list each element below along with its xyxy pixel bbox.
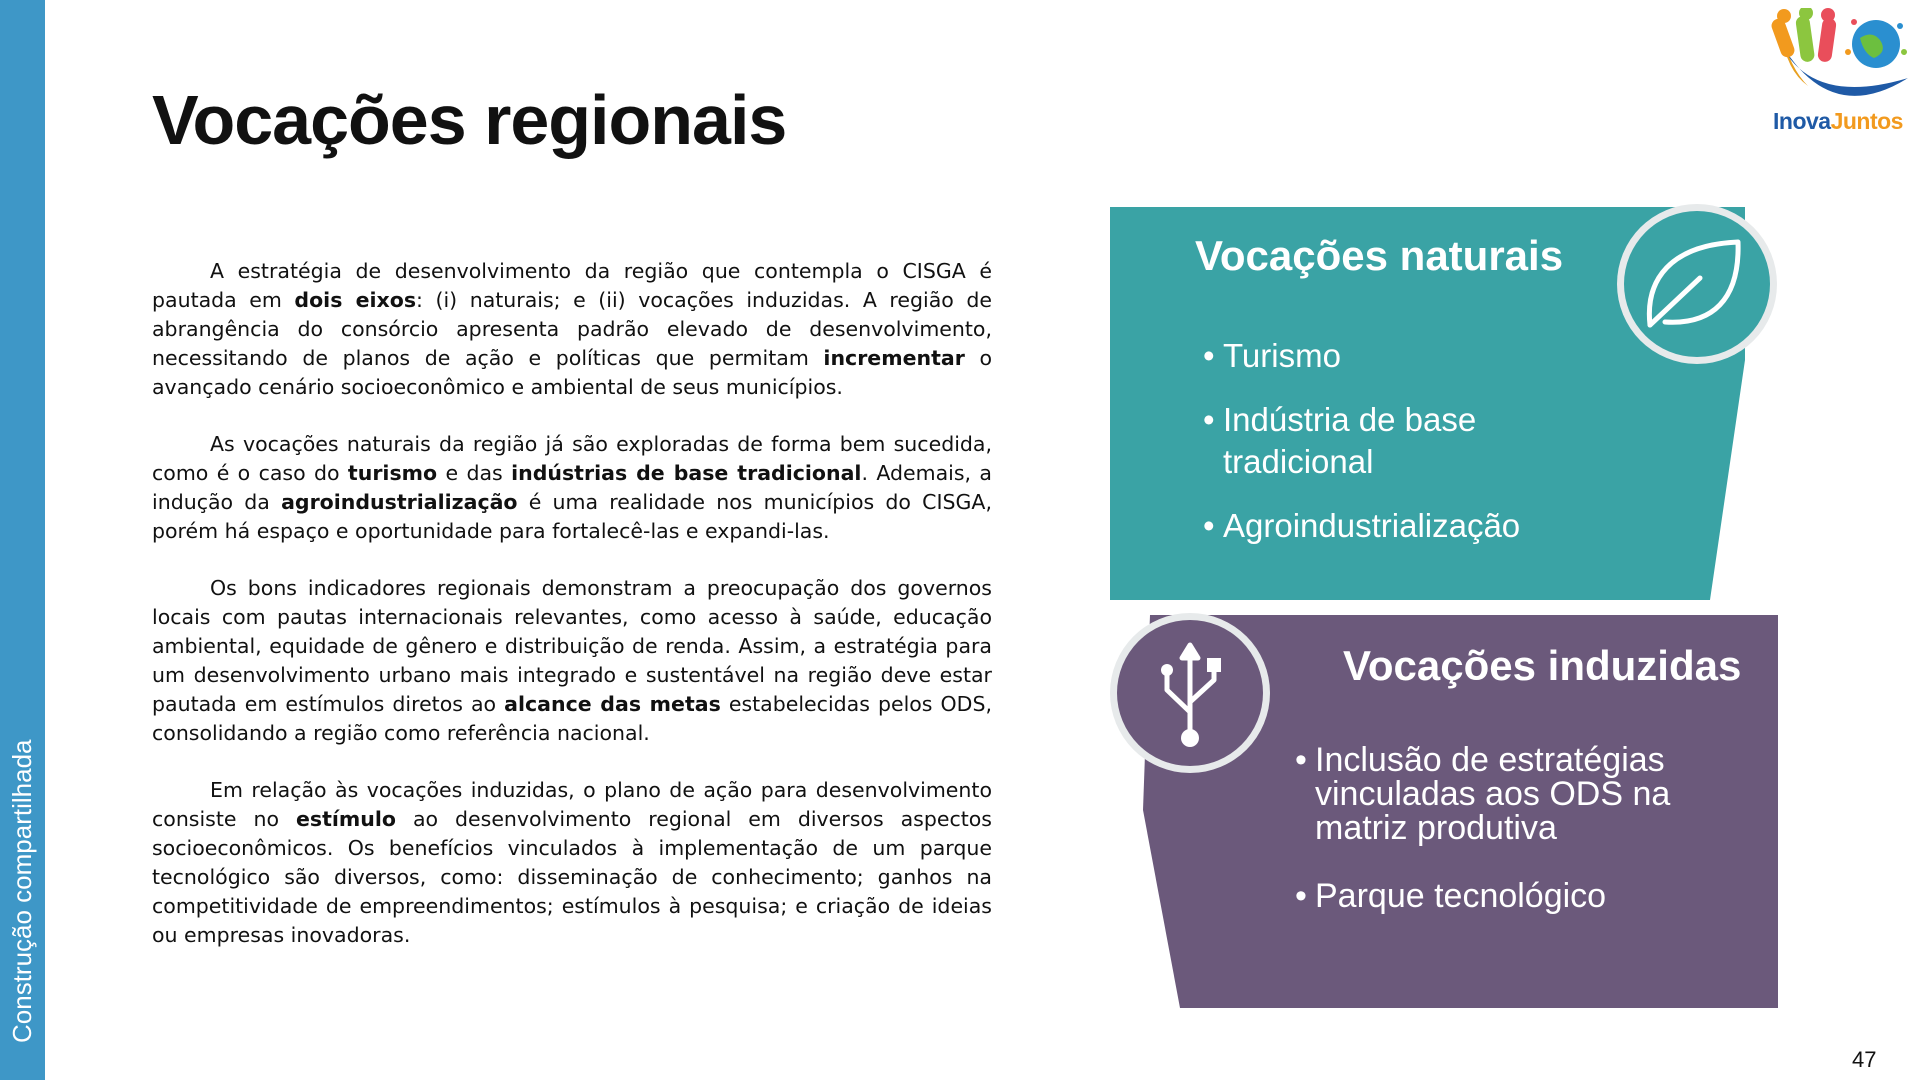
- sidebar-label: Construção compartilhada: [7, 739, 37, 1043]
- paragraph-3: Os bons indicadores regionais demonstram a preocupação dos governos locais com pautas internacionais relevantes, como acesso à saúde, educação ambiental, equidade de gênero e distribuição de renda. Assim, a estratégia para um desenvolvimento urbano mais integrado e sustentável na região deve estar pautada em estímulos diretos ao alcance das metas estabelecidas pelos ODS, consolidando a região como referência nacional.: [152, 576, 992, 745]
- list-item: • Indústria de base tradicional: [1203, 399, 1603, 483]
- induzidas-list: [1295, 743, 1715, 947]
- paragraph-4: Em relação às vocações induzidas, o plano de ação para desenvolvimento consiste no estímulo ao desenvolvimento regional em diversos aspectos socioeconômicos. Os benefícios vinculados à implementação de um parque tecnológico são diversos, como: disseminação de conhecimento; ganhos na competitividade de empreendimentos; estímulos à pesquisa; e criação de ideias ou empresas inovadoras.: [152, 778, 992, 947]
- list-item: • Turismo: [1203, 335, 1603, 377]
- page-title: Vocações regionais: [152, 81, 787, 159]
- list-item: • Agroindustrialização: [1203, 505, 1603, 547]
- page-number: 47: [1852, 1047, 1877, 1072]
- paragraph-2: As vocações naturais da região já são exploradas de forma bem sucedida, como é o caso do turismo e das indústrias de base tradicional. Ademais, a indução da agroindustrialização é uma realidade nos municípios do CISGA, porém há espaço e oportunidade para fortalecê-las e expandi-las.: [152, 432, 992, 543]
- induzidas-title: Vocações induzidas: [1343, 642, 1742, 689]
- list-item: • Parque tecnológico: [1295, 879, 1715, 913]
- paragraph-1: A estratégia de desenvolvimento da região que contempla o CISGA é pautada em dois eixos: (i) naturais; e (ii) vocações induzidas. A região de abrangência do consórcio apresenta padrão elevado de desenvolvimento, necessitando de planos de ação e políticas que permitam incrementar o avançado cenário socioeconômico e ambiental de seus municípios.: [152, 259, 992, 399]
- list-item: • Inclusão de estratégias vinculadas aos ODS na matriz produtiva: [1295, 743, 1715, 845]
- logo-wordmark: InovaJuntos: [1773, 108, 1903, 134]
- naturais-list: [1203, 335, 1603, 569]
- naturais-title: Vocações naturais: [1195, 232, 1564, 279]
